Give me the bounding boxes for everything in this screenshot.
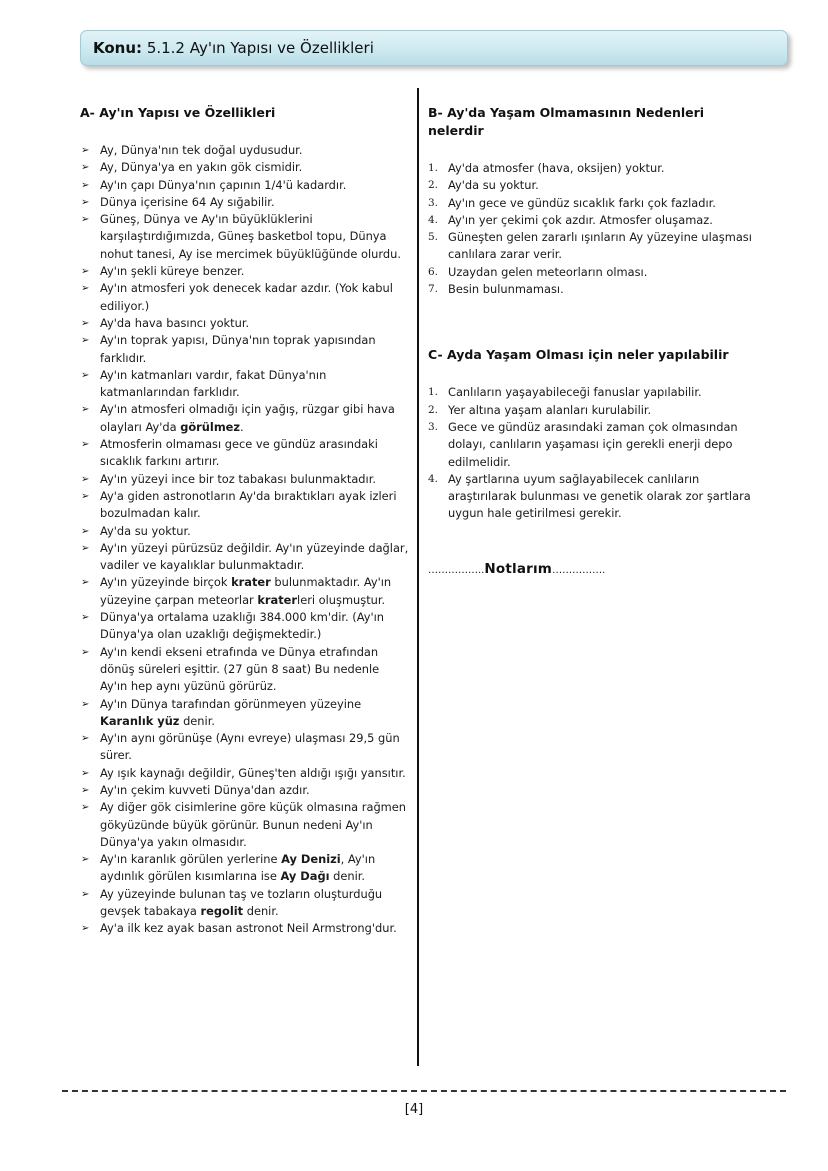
arrow-bullet-icon: ➢ xyxy=(81,473,90,485)
list-item xyxy=(80,765,410,782)
list-item xyxy=(428,264,758,281)
arrow-bullet-icon: ➢ xyxy=(81,317,90,329)
list-item xyxy=(80,367,410,402)
list-item-number: 2. xyxy=(428,403,439,416)
list-item xyxy=(80,523,410,540)
list-item xyxy=(80,782,410,799)
arrow-bullet-icon: ➢ xyxy=(81,214,90,226)
list-item-text: Ay'ın yer çekimi çok azdır. Atmosfer oluşamaz. xyxy=(448,212,713,227)
list-item xyxy=(80,574,410,609)
notes-heading xyxy=(428,561,758,577)
arrow-bullet-icon: ➢ xyxy=(81,612,90,624)
list-item xyxy=(428,177,758,194)
arrow-bullet-icon: ➢ xyxy=(81,646,90,658)
list-item xyxy=(80,177,410,194)
list-item xyxy=(80,730,410,765)
arrow-bullet-icon: ➢ xyxy=(81,767,90,779)
list-item xyxy=(80,315,410,332)
list-item-text: Ay'a giden astronotların Ay'da bıraktıkları ayak izleri bozulmadan kalır. xyxy=(100,488,397,521)
list-item-text: Ay diğer gök cisimlerine göre küçük olmasına rağmen gökyüzünde büyük görünür. Bunun nedeni Ay'ın Dünya'ya yakın olmasıdır. xyxy=(100,800,406,849)
list-item-text: Ay'ın yüzeyi pürüzsüz değildir. Ay'ın yüzeyinde dağlar, vadiler ve kayalıklar bulunmaktadır. xyxy=(100,540,409,573)
list-item xyxy=(428,229,758,264)
notes-dots-right: ……………. xyxy=(552,564,606,576)
list-item-text: Ay'da hava basıncı yoktur. xyxy=(100,315,250,330)
list-item xyxy=(428,384,758,401)
list-item xyxy=(80,644,410,696)
list-item xyxy=(80,332,410,367)
list-item xyxy=(80,280,410,315)
right-column xyxy=(428,104,758,577)
list-item-text: Ay'ın aynı görünüşe (Aynı evreye) ulaşması 29,5 gün sürer. xyxy=(100,731,400,763)
list-item-text: Besin bulunmaması. xyxy=(448,282,564,297)
list-item xyxy=(428,212,758,229)
arrow-bullet-icon: ➢ xyxy=(81,854,90,866)
list-item xyxy=(80,488,410,523)
arrow-bullet-icon: ➢ xyxy=(81,369,90,381)
notes-dots-left: …………….. xyxy=(428,564,485,576)
list-item xyxy=(80,263,410,280)
list-item xyxy=(80,696,410,731)
list-item xyxy=(80,142,410,159)
list-item-text: Atmosferin olmaması gece ve gündüz arasındaki sıcaklık farkını artırır. xyxy=(100,437,378,469)
arrow-bullet-icon: ➢ xyxy=(81,404,90,416)
left-column xyxy=(80,104,410,938)
footer-divider xyxy=(62,1090,786,1092)
list-item-text: Ay'ın yüzeyi ince bir toz tabakası bulunmaktadır. xyxy=(100,471,376,486)
list-item-number: 3. xyxy=(428,420,439,433)
list-item-text: Canlıların yaşayabileceği fanuslar yapılabilir. xyxy=(448,385,702,400)
list-item-number: 2. xyxy=(428,179,439,192)
list-item-text: Güneşten gelen zararlı ışınların Ay yüzeyine ulaşması canlılara zarar verir. xyxy=(448,230,752,262)
section-b-title: B- Ay'da Yaşam Olmamasının Nedenleri nelerdir xyxy=(428,105,705,138)
list-item-text: Ay'ın atmosferi yok denecek kadar azdır. (Yok kabul ediliyor.) xyxy=(100,281,393,313)
list-item-text: Ay şartlarına uyum sağlayabilecek canlıların araştırılarak bulunması ve genetik olarak zor şartlara uygun hale getirilmesi gerekir. xyxy=(448,471,751,521)
list-item-text: Yer altına yaşam alanları kurulabilir. xyxy=(448,402,652,417)
list-item-number: 1. xyxy=(428,386,439,399)
arrow-bullet-icon: ➢ xyxy=(81,923,90,935)
list-item-text: Ay yüzeyinde bulunan taş ve tozların oluşturduğu gevşek tabakaya regolit denir. xyxy=(100,886,383,919)
list-item xyxy=(80,159,410,176)
list-item-text: Dünya'ya ortalama uzaklığı 384.000 km'dir. (Ay'ın Dünya'ya olan uzaklığı değişmektedir.) xyxy=(100,610,385,642)
list-item-text: Uzaydan gelen meteorların olması. xyxy=(448,264,648,279)
list-item-number: 4. xyxy=(428,472,439,485)
arrow-bullet-icon: ➢ xyxy=(81,733,90,745)
list-item xyxy=(80,851,410,886)
list-item-number: 1. xyxy=(428,162,439,174)
section-c-title: C- Ayda Yaşam Olması için neler yapılabilir xyxy=(428,347,729,363)
topic-banner xyxy=(80,30,788,66)
list-item-text: Ay'ın çekim kuvveti Dünya'dan azdır. xyxy=(100,782,310,797)
section-c-list xyxy=(428,384,758,522)
list-item-text: Ay'ın Dünya tarafından görünmeyen yüzeyine Karanlık yüz denir. xyxy=(100,696,362,728)
list-item-number: 6. xyxy=(428,265,439,278)
list-item xyxy=(80,471,410,488)
list-item-text: Ay'ın katmanları vardır, fakat Dünya'nın katmanlarından farklıdır. xyxy=(100,367,327,400)
list-item-text: Ay'ın toprak yapısı, Dünya'nın toprak yapısından farklıdır. xyxy=(100,333,376,365)
list-item xyxy=(80,609,410,644)
column-divider xyxy=(417,88,419,1066)
section-a-title: A- Ay'ın Yapısı ve Özellikleri xyxy=(80,105,276,120)
list-item xyxy=(428,471,758,523)
arrow-bullet-icon: ➢ xyxy=(81,335,90,347)
section-a-list xyxy=(80,142,410,938)
arrow-bullet-icon: ➢ xyxy=(81,439,90,451)
list-item xyxy=(80,436,410,471)
list-item-text: Güneş, Dünya ve Ay'ın büyüklüklerini karşılaştırdığımızda, Güneş basketbol topu, Dünya nohut tanesi, Ay ise mercimek büyüklüğünde olurdu. xyxy=(100,212,401,261)
list-item xyxy=(428,281,758,298)
list-item-text: Ay ışık kaynağı değildir, Güneş'ten aldığı ışığı yansıtır. xyxy=(100,765,406,780)
topic-label: Konu: xyxy=(93,39,143,57)
arrow-bullet-icon: ➢ xyxy=(81,179,90,191)
arrow-bullet-icon: ➢ xyxy=(81,525,90,537)
list-item xyxy=(80,886,410,921)
list-item-number: 3. xyxy=(428,196,439,209)
list-item-text: Ay'ın çapı Dünya'nın çapının 1/4'ü kadardır. xyxy=(100,177,347,192)
list-item-text: Ay, Dünya'nın tek doğal uydusudur. xyxy=(100,143,303,157)
topic-title: 5.1.2 Ay'ın Yapısı ve Özellikleri xyxy=(146,39,374,57)
section-b-list xyxy=(428,160,758,298)
section-c xyxy=(428,346,758,522)
arrow-bullet-icon: ➢ xyxy=(81,542,90,554)
list-item-text: Ay'ın kendi ekseni etrafında ve Dünya etrafından dönüş süreleri eşittir. (27 gün 8 saat) Bu nedenle Ay'ın hep aynı yüzünü görürüz. xyxy=(100,644,380,694)
list-item-text: Gece ve gündüz arasındaki zaman çok olmasından dolayı, canlıların yaşaması için gerekli enerji depo edilmelidir. xyxy=(448,419,738,469)
arrow-bullet-icon: ➢ xyxy=(81,162,90,174)
list-item-text: Ay'da su yoktur. xyxy=(100,523,191,538)
arrow-bullet-icon: ➢ xyxy=(81,266,90,278)
arrow-bullet-icon: ➢ xyxy=(81,698,90,710)
list-item xyxy=(80,194,410,211)
list-item-number: 5. xyxy=(428,231,439,244)
arrow-bullet-icon: ➢ xyxy=(81,490,90,502)
list-item-text: Ay'ın yüzeyinde birçok krater bulunmaktadır. Ay'ın yüzeyine çarpan meteorlar kraterleri oluşmuştur. xyxy=(100,575,392,607)
list-item-text: Ay'da su yoktur. xyxy=(448,178,539,193)
arrow-bullet-icon: ➢ xyxy=(81,577,90,589)
list-item xyxy=(428,419,758,471)
list-item-text: Ay, Dünya'ya en yakın gök cismidir. xyxy=(100,160,303,175)
list-item-number: 7. xyxy=(428,283,439,296)
list-item xyxy=(80,799,410,851)
page-number: [4] xyxy=(404,1102,424,1117)
arrow-bullet-icon: ➢ xyxy=(81,784,90,796)
list-item xyxy=(428,195,758,212)
list-item-text: Ay'ın gece ve gündüz sıcaklık farkı çok fazladır. xyxy=(448,195,716,210)
list-item xyxy=(80,401,410,436)
list-item xyxy=(428,402,758,419)
list-item-text: Ay'ın karanlık görülen yerlerine Ay Denizi, Ay'ın aydınlık görülen kısımlarına ise Ay Dağı denir. xyxy=(100,852,376,884)
list-item xyxy=(428,160,758,177)
arrow-bullet-icon: ➢ xyxy=(81,283,90,295)
list-item xyxy=(80,920,410,937)
list-item-text: Dünya içerisine 64 Ay sığabilir. xyxy=(100,194,275,209)
list-item-text: Ay'da atmosfer (hava, oksijen) yoktur. xyxy=(448,161,665,175)
arrow-bullet-icon: ➢ xyxy=(81,196,90,208)
arrow-bullet-icon: ➢ xyxy=(81,145,90,156)
list-item xyxy=(80,211,410,263)
arrow-bullet-icon: ➢ xyxy=(81,802,90,814)
list-item-text: Ay'ın şekli küreye benzer. xyxy=(100,264,245,279)
list-item-text: Ay'a ilk kez ayak basan astronot Neil Armstrong'dur. xyxy=(100,921,397,936)
list-item xyxy=(80,540,410,575)
arrow-bullet-icon: ➢ xyxy=(81,888,90,900)
list-item-number: 4. xyxy=(428,213,439,226)
list-item-text: Ay'ın atmosferi olmadığı için yağış, rüzgar gibi hava olayları Ay'da görülmez. xyxy=(100,402,395,434)
notes-label: Notlarım xyxy=(484,560,553,577)
